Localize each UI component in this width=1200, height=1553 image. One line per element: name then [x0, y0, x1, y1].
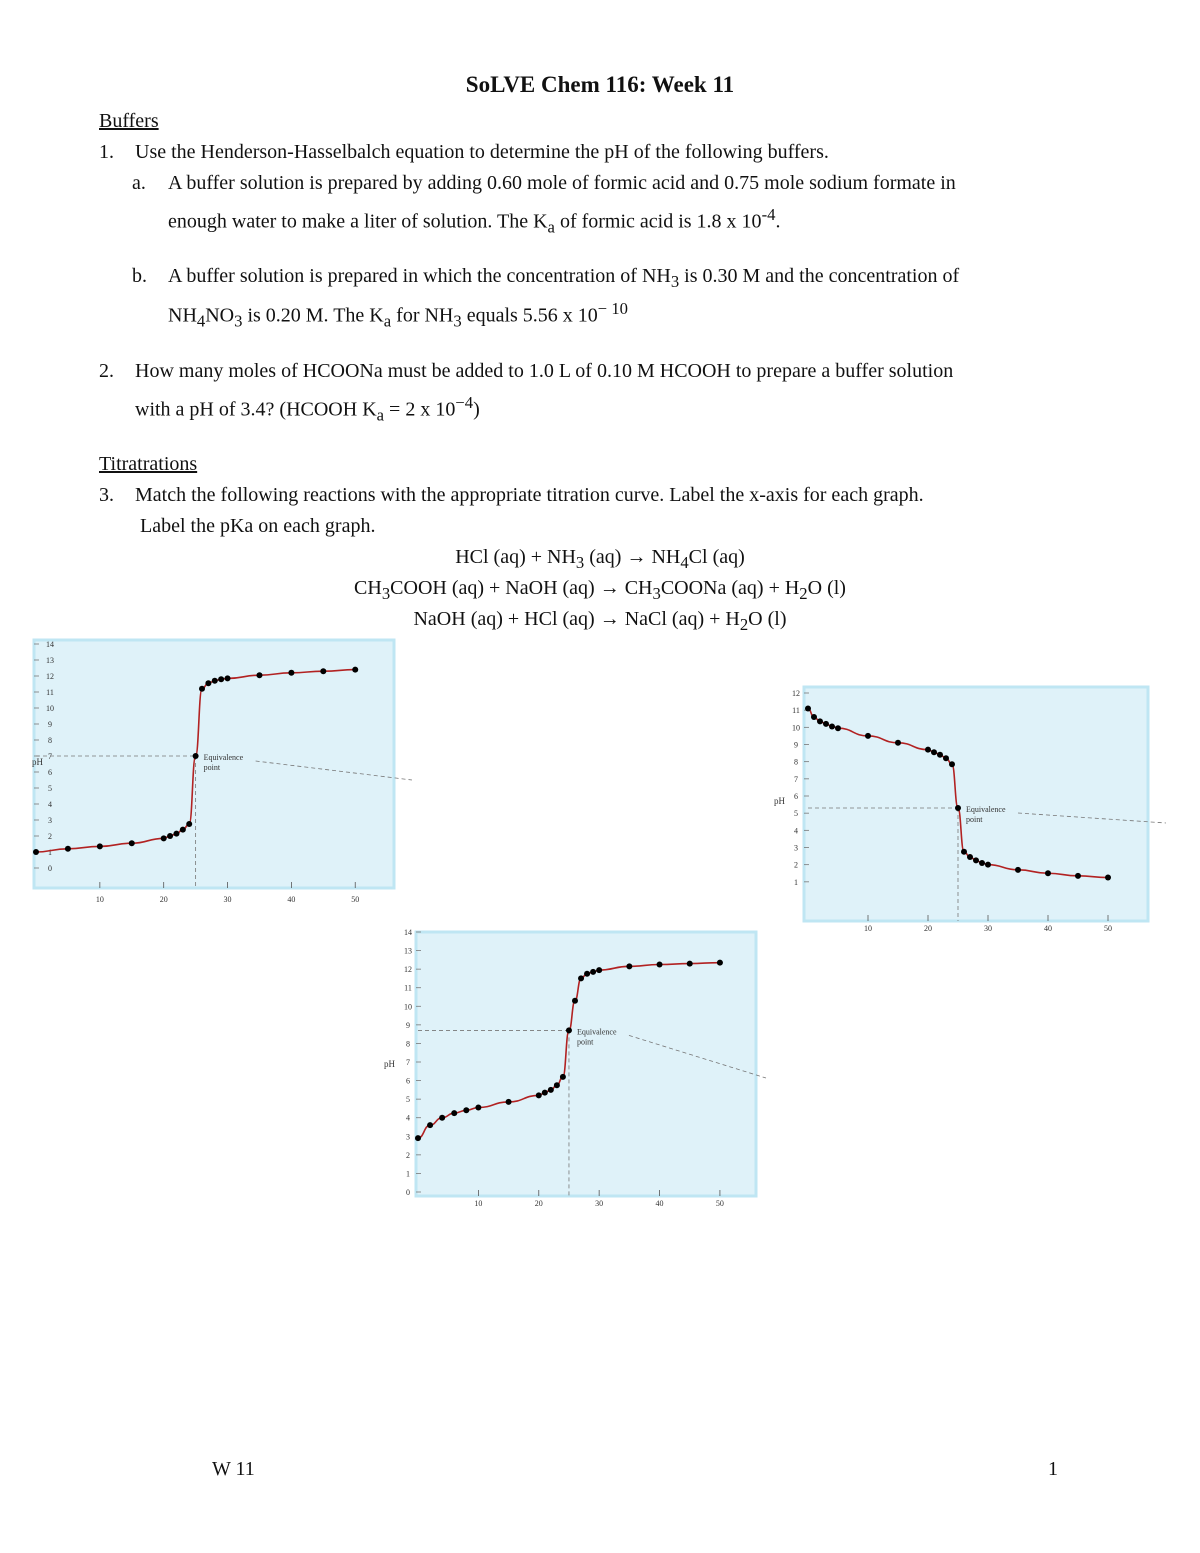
data-point — [65, 846, 71, 852]
y-tick-label: 8 — [794, 757, 798, 767]
data-point — [256, 672, 262, 678]
question-1b-line-1 — [132, 261, 959, 297]
data-point — [925, 747, 931, 753]
y-tick-label: 3 — [794, 843, 798, 853]
x-tick-label: 10 — [864, 924, 872, 933]
data-point — [578, 975, 584, 981]
data-point — [811, 714, 817, 720]
y-tick-label: 4 — [48, 800, 52, 809]
text-run: NH — [168, 304, 197, 327]
question-2-line-1 — [99, 356, 953, 387]
data-point — [961, 849, 967, 855]
data-point — [560, 1074, 566, 1080]
subscript: 3 — [453, 311, 462, 331]
subscript: 2 — [799, 584, 808, 603]
y-tick-label: 7 — [406, 1058, 410, 1067]
y-tick-label: 12 — [792, 689, 800, 698]
y-tick-label: 1 — [406, 1169, 410, 1179]
data-point — [33, 849, 39, 855]
subscript: 3 — [575, 553, 585, 572]
x-tick-label: 20 — [924, 924, 932, 933]
data-point — [596, 967, 602, 973]
data-point — [225, 675, 231, 681]
equivalence-label: point — [576, 1037, 594, 1047]
y-tick-label: 9 — [794, 740, 798, 750]
question-label: b. — [132, 265, 147, 287]
data-point — [554, 1082, 560, 1088]
data-point — [352, 667, 358, 673]
text-run: O (l) — [807, 577, 846, 599]
section-heading-buffers: Buffers — [99, 110, 159, 132]
superscript: −4 — [455, 393, 474, 412]
subscript: 3 — [381, 584, 391, 603]
y-tick-label: 2 — [406, 1150, 410, 1160]
question-text: How many moles of HCOONa must be added to 1.0 L of 0.10 M HCOOH to prepare a buffer solution — [135, 360, 954, 382]
text-run: . — [775, 210, 781, 233]
data-point — [717, 960, 723, 966]
y-tick-label: 4 — [794, 826, 798, 836]
y-tick-label: 11 — [46, 688, 54, 697]
text-run: = 2 x 10 — [384, 398, 456, 421]
x-tick-label: 40 — [655, 1199, 664, 1208]
question-text: Use the Henderson-Hasselbalch equation to determine the pH of the following buffers. — [135, 141, 829, 163]
titration-chart-weak-acid — [378, 928, 768, 1213]
y-tick-label: 3 — [406, 1132, 410, 1142]
question-3-line-1 — [99, 480, 924, 511]
data-point — [955, 805, 961, 811]
equivalence-label: Equivalence — [203, 753, 244, 762]
y-tick-label: 8 — [48, 736, 52, 745]
x-tick-label: 30 — [223, 895, 232, 904]
x-tick-label: 30 — [984, 924, 992, 933]
y-tick-label: 10 — [46, 704, 54, 713]
data-point — [173, 831, 179, 837]
data-point — [572, 998, 578, 1004]
data-point — [167, 833, 173, 839]
y-axis-label: pH — [384, 1059, 395, 1069]
data-point — [199, 686, 205, 692]
y-tick-label: 13 — [46, 656, 54, 665]
subscript: 4 — [196, 311, 206, 331]
question-1b-line-2 — [168, 293, 628, 337]
y-tick-label: 10 — [404, 1002, 412, 1012]
data-point — [320, 668, 326, 674]
y-tick-label: 11 — [792, 706, 800, 716]
equivalence-label: point — [966, 815, 983, 825]
data-point — [548, 1087, 554, 1093]
y-tick-label: 6 — [406, 1076, 410, 1086]
x-tick-label: 40 — [287, 895, 296, 904]
data-point — [161, 835, 167, 841]
question-label: a. — [132, 172, 146, 194]
text-run: for NH — [391, 304, 454, 327]
y-tick-label: 7 — [48, 752, 52, 761]
titration-chart-acid-titrated-by-base — [770, 683, 1170, 935]
data-point — [451, 1110, 457, 1116]
text-run: ) — [473, 398, 480, 421]
text-run: equals 5.56 x 10 — [461, 304, 598, 327]
question-number: 3. — [99, 484, 114, 506]
y-tick-label: 1 — [48, 848, 52, 857]
question-text: A buffer solution is prepared by adding 0.60 mole of formic acid and 0.75 mole sodium formate in — [168, 172, 956, 194]
data-point — [626, 963, 632, 969]
x-tick-label: 20 — [159, 895, 168, 904]
data-point — [129, 840, 135, 846]
subscript: a — [547, 217, 555, 237]
x-tick-label: 40 — [1044, 924, 1052, 933]
question-3-line-2: Label the pKa on each graph. — [140, 515, 376, 537]
data-point — [584, 971, 590, 977]
y-tick-label: 12 — [404, 965, 412, 975]
y-tick-label: 2 — [794, 860, 798, 870]
text-run: NaOH (aq) + HCl (aq) → NaCl (aq) + H — [413, 608, 740, 630]
equivalence-label: Equivalence — [966, 805, 1006, 815]
page-title: SoLVE Chem 116: Week 11 — [465, 72, 735, 97]
question-number: 2. — [99, 360, 114, 382]
equivalence-label: point — [203, 763, 221, 772]
data-point — [823, 721, 829, 727]
x-tick-label: 50 — [1104, 924, 1112, 933]
x-tick-label: 50 — [715, 1199, 724, 1208]
data-point — [931, 749, 937, 755]
question-2-line-2 — [135, 387, 480, 431]
y-tick-label: 9 — [48, 720, 52, 729]
y-tick-label: 5 — [406, 1095, 410, 1105]
data-point — [949, 761, 955, 767]
data-point — [536, 1092, 542, 1098]
data-point — [937, 752, 943, 758]
x-tick-label: 30 — [595, 1199, 604, 1208]
question-1 — [99, 137, 829, 168]
data-point — [985, 862, 991, 868]
question-number: 1. — [99, 141, 114, 163]
data-point — [439, 1115, 445, 1121]
y-tick-label: 13 — [404, 946, 412, 956]
data-point — [542, 1090, 548, 1096]
data-point — [1075, 873, 1081, 879]
data-point — [657, 962, 663, 968]
data-point — [979, 860, 985, 866]
x-tick-label: 10 — [474, 1199, 483, 1208]
data-point — [895, 740, 901, 746]
data-point — [590, 969, 596, 975]
data-point — [943, 755, 949, 761]
subscript: 2 — [739, 615, 749, 634]
data-point — [463, 1107, 469, 1113]
subscript: 3 — [670, 272, 680, 291]
y-tick-label: 4 — [406, 1113, 410, 1123]
data-point — [415, 1135, 421, 1141]
data-point — [212, 678, 218, 684]
data-point — [427, 1122, 433, 1128]
text-run: HCl (aq) + NH — [455, 546, 576, 568]
data-point — [687, 961, 693, 967]
y-tick-label: 6 — [794, 792, 798, 801]
y-tick-label: 0 — [48, 864, 52, 873]
y-tick-label: 1 — [794, 877, 798, 887]
data-point — [829, 723, 835, 729]
subscript: a — [376, 405, 385, 425]
equivalence-label: Equivalence — [576, 1027, 617, 1037]
data-point — [180, 827, 186, 833]
page-number: 1 — [1048, 1458, 1058, 1480]
data-point — [1045, 870, 1051, 876]
y-tick-label: 7 — [794, 774, 798, 784]
data-point — [805, 705, 811, 711]
subscript: 4 — [680, 553, 689, 572]
text-run: A buffer solution is prepared in which the concentration of NH — [168, 265, 671, 287]
subscript: a — [383, 311, 392, 331]
y-tick-label: 10 — [792, 723, 800, 733]
text-run: is 0.30 M and the concentration of — [679, 265, 960, 287]
subscript: 3 — [652, 584, 661, 603]
superscript: -4 — [761, 205, 776, 224]
text-run: of formic acid is 1.8 x 10 — [554, 210, 762, 233]
data-point — [973, 857, 979, 863]
text-run: COOH (aq) + NaOH (aq) → CH — [390, 577, 653, 599]
text-run: with a pH of 3.4? (HCOOH K — [135, 398, 377, 421]
y-tick-label: 14 — [46, 640, 54, 649]
x-tick-label: 50 — [351, 895, 360, 904]
x-tick-label: 10 — [95, 895, 104, 904]
section-heading-titrations: Titratrations — [99, 453, 198, 475]
y-tick-label: 0 — [406, 1188, 410, 1197]
text-run: NO — [205, 304, 235, 327]
subscript: 3 — [234, 311, 243, 331]
data-point — [205, 680, 211, 686]
data-point — [218, 676, 224, 682]
text-run: is 0.20 M. The K — [242, 304, 384, 327]
titration-chart-strong-base-strong-acid — [28, 636, 418, 908]
y-tick-label: 6 — [48, 768, 52, 777]
y-tick-label: 5 — [48, 784, 52, 793]
reaction-3 — [0, 604, 1200, 640]
data-point — [193, 753, 199, 759]
data-point — [1015, 867, 1021, 873]
y-axis-label: pH — [774, 796, 785, 806]
plot-area — [804, 687, 1148, 921]
y-tick-label: 8 — [406, 1039, 410, 1049]
y-tick-label: 2 — [48, 832, 52, 841]
text-run: (aq) → NH — [584, 546, 681, 568]
data-point — [566, 1027, 572, 1033]
question-1a-line-2 — [168, 199, 780, 243]
data-point — [506, 1099, 512, 1105]
data-point — [835, 725, 841, 731]
y-tick-label: 14 — [404, 928, 412, 937]
question-text: Match the following reactions with the appropriate titration curve. Label the x-axis for each graph. — [135, 484, 924, 506]
question-1a-line-1 — [132, 168, 956, 199]
data-point — [97, 843, 103, 849]
y-tick-label: 11 — [404, 983, 412, 993]
data-point — [817, 718, 823, 724]
text-run: enough water to make a liter of solution. The K — [168, 210, 548, 233]
data-point — [1105, 875, 1111, 881]
text-run: COONa (aq) + H — [660, 577, 800, 599]
x-tick-label: 20 — [534, 1199, 543, 1208]
text-run: Cl (aq) — [688, 546, 745, 568]
y-tick-label: 12 — [46, 672, 54, 681]
data-point — [865, 733, 871, 739]
y-tick-label: 9 — [406, 1020, 410, 1030]
y-axis-label: pH — [32, 757, 43, 767]
text-run: O (l) — [748, 608, 787, 630]
footer-left: W 11 — [212, 1458, 255, 1480]
data-point — [288, 670, 294, 676]
data-point — [967, 854, 973, 860]
superscript: − 10 — [597, 299, 629, 318]
y-tick-label: 3 — [48, 816, 52, 825]
text-run: CH — [354, 577, 382, 599]
data-point — [475, 1105, 481, 1111]
y-tick-label: 5 — [794, 809, 798, 819]
data-point — [186, 821, 192, 827]
